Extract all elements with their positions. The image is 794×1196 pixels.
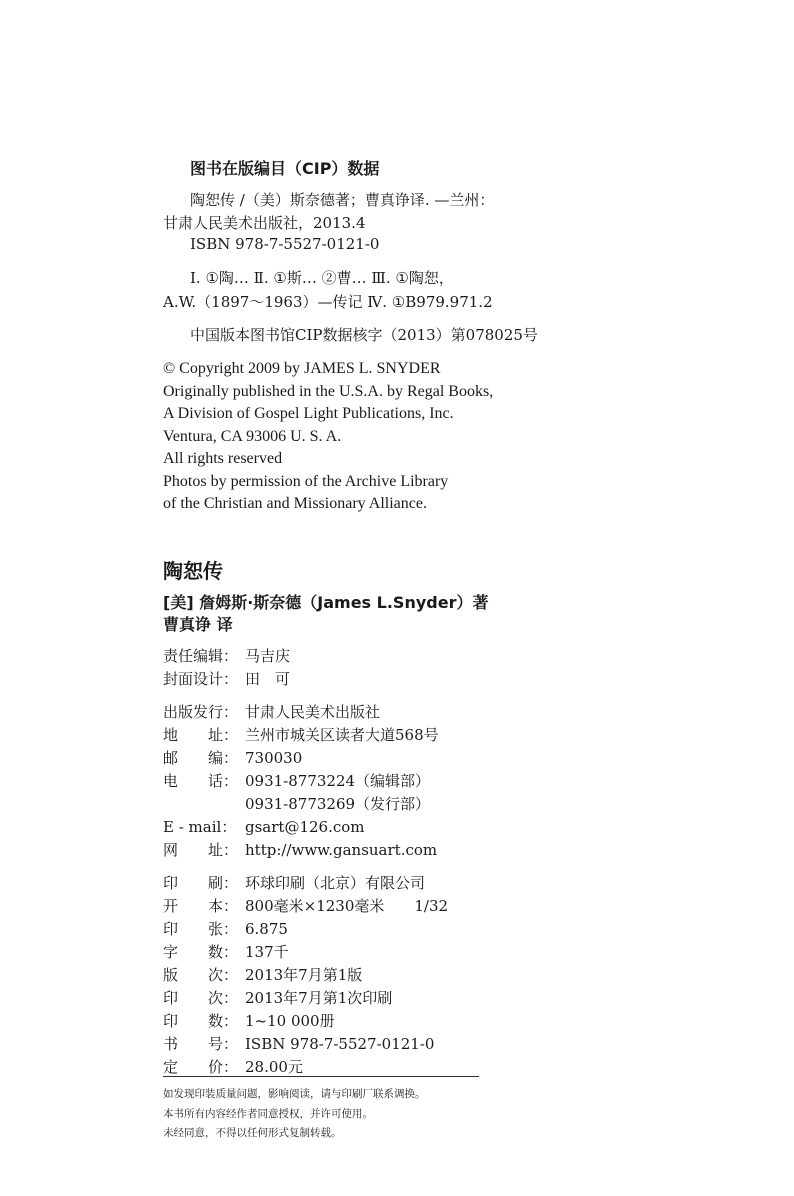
meta-row-postcode: 邮 编： 730030: [163, 749, 303, 767]
meta-row-word-count: 字 数： 137千: [163, 943, 289, 961]
meta-row-impression: 印 次： 2013年7月第1次印刷: [163, 989, 393, 1007]
meta-row-publisher: 出版发行： 甘肃人民美术出版社: [163, 703, 381, 721]
meta-row-editor: 责任编辑： 马吉庆: [163, 647, 291, 665]
cip-line-4: Ⅰ. ①陶… Ⅱ. ①斯… ②曹… Ⅲ. ①陶恕，: [190, 269, 454, 287]
meta-row-edition: 版 次： 2013年7月第1版: [163, 966, 363, 984]
meta-row-website: 网 址： http://www.gansuart.com: [163, 841, 438, 859]
notice-line-3: 未经同意，不得以任何形式复制转载。: [163, 1127, 342, 1139]
cip-heading: 图书在版编目（CIP）数据: [190, 159, 380, 178]
meta-row-cover-design: 封面设计： 田 可: [163, 670, 291, 688]
divider-line: [163, 1076, 479, 1077]
meta-row-isbn: 书 号： ISBN 978-7-5527-0121-0: [163, 1035, 435, 1053]
translator-line: 曹真诤 译: [163, 615, 233, 634]
copyright-line: All rights reserved: [163, 450, 283, 467]
meta-row-printer: 印 刷： 环球印刷（北京）有限公司: [163, 874, 426, 892]
cip-line-1: 陶恕传 /（美）斯奈德著；曹真诤译. —兰州：: [190, 191, 495, 209]
meta-row-price: 定 价： 28.00元: [163, 1058, 303, 1076]
notice-line-2: 本书所有内容经作者同意授权，并许可使用。: [163, 1108, 373, 1120]
notice-line-1: 如发现印装质量问题，影响阅读，请与印刷厂联系调换。: [163, 1088, 426, 1100]
cip-line-6: 中国版本图书馆CIP数据核字（2013）第078025号: [190, 326, 538, 344]
meta-row-print-run: 印 数： 1~10 000册: [163, 1012, 335, 1030]
copyright-line: Originally published in the U.S.A. by Regal Books,: [163, 382, 494, 400]
copyright-line: of the Christian and Missionary Alliance.: [163, 495, 427, 512]
meta-row-phone: 电 话： 0931-8773224（编辑部）: [163, 772, 431, 790]
book-title: 陶恕传: [163, 559, 223, 583]
meta-row-email: E - mail： gsart@126.com: [163, 818, 365, 836]
copyright-line: Photos by permission of the Archive Library: [163, 472, 449, 490]
meta-row-sheets: 印 张： 6.875: [163, 920, 288, 938]
meta-row-format: 开 本： 800毫米×1230毫米 1/32: [163, 897, 449, 915]
copyright-block: [163, 358, 493, 516]
copyright-line: A Division of Gospel Light Publications, Inc.: [163, 405, 454, 422]
meta-row-address: 地 址： 兰州市城关区读者大道568号: [163, 726, 439, 744]
author-line: [美] 詹姆斯·斯奈德（James L.Snyder）著: [163, 593, 489, 612]
copyright-line: © Copyright 2009 by JAMES L. SNYDER: [163, 360, 441, 377]
copyright-line: Ventura, CA 93006 U. S. A.: [163, 427, 342, 445]
cip-line-5: A.W.（1897～1963）—传记 Ⅳ. ①B979.971.2: [163, 293, 493, 311]
cip-line-3: ISBN 978-7-5527-0121-0: [190, 235, 380, 253]
meta-row-phone-2: 0931-8773269（发行部）: [245, 795, 431, 813]
cip-line-2: 甘肃人民美术出版社，2013.4: [163, 214, 366, 232]
